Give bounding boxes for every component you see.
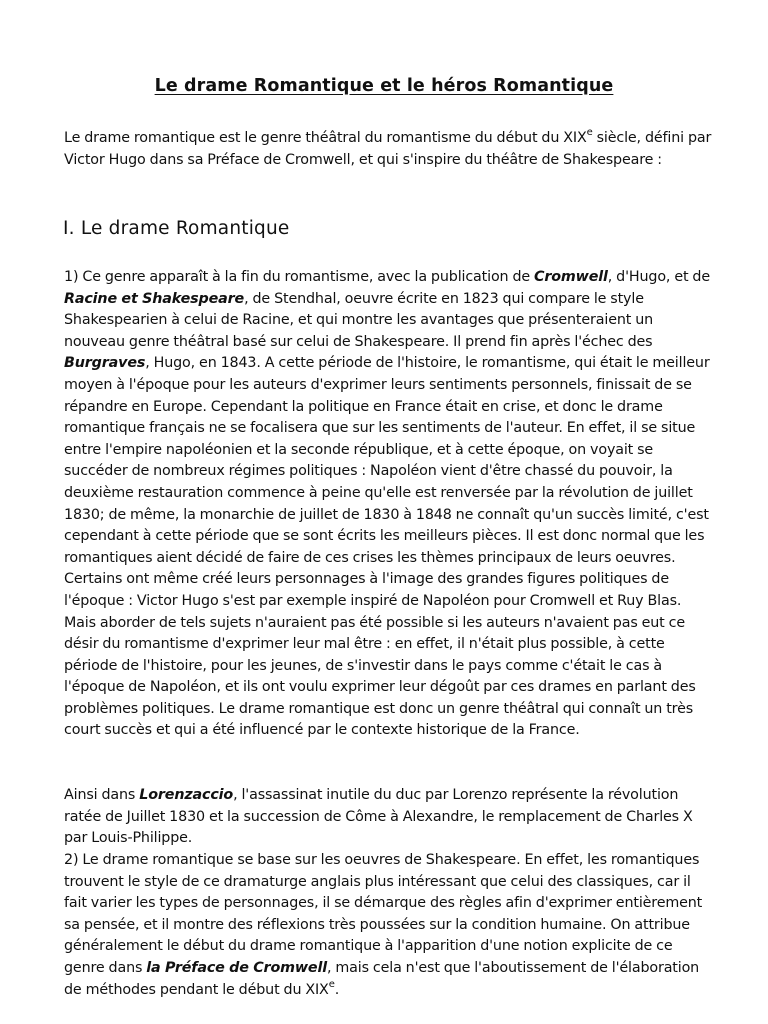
work-title-cromwell: Cromwell: [534, 269, 608, 285]
document-title: Le drame Romantique et le héros Romantique: [154, 76, 614, 96]
century-superscript: e: [586, 127, 593, 138]
work-title-preface: la Préface de Cromwell: [146, 959, 327, 976]
work-title-racine: Racine et Shakespeare: [64, 290, 245, 307]
work-title-lorenzaccio: Lorenzaccio: [139, 787, 234, 803]
paragraph-2: [64, 785, 714, 850]
intro-text-end: siècle, défini par Victor Hugo dans sa Préface de Cromwell, et qui s'inspire du théâtre de Shakespeare :: [64, 130, 712, 168]
work-title-burgraves: Burgraves: [64, 355, 146, 372]
para3-text: 2) Le drame romantique se base sur les oeuvres de Shakespeare. En effet, les romantiques trouvent le style de ce dramaturge anglais plus intéressant que celui des classiques, car il fait varier les types de personnages, il se démarque des règles afin d'exprimer entièrement sa pensée, et il montre des réflexions très poussées sur la condition humaine. On attribue généralement le début du drame romantique à l'apparition d'une notion explicite de ce genre dans: [64, 852, 703, 976]
para1-text: 1) Ce genre apparaît à la fin du romantisme, avec la publication de: [64, 269, 535, 285]
para2-text: , l'assassinat inutile du duc par Lorenzo représente la révolution ratée de Juillet 1830 et la succession de Côme à Alexandre, le remplacement de Charles X par Louis-Philippe.: [64, 787, 693, 847]
intro-paragraph: [64, 128, 714, 171]
para3-text-end: .: [334, 981, 340, 998]
para2-text: Ainsi dans: [64, 787, 140, 803]
century-superscript: e: [328, 978, 335, 990]
para1-text: , de Stendhal, oeuvre écrite en 1823 qui compare le style Shakespearien à celui de Racine, et qui montre les avantages que présenteraient un nouveau genre théâtral basé sur celui de Shakespeare. Il prend fin après l'échec des: [64, 290, 654, 350]
paragraph-1: [64, 267, 714, 742]
paragraph-3: [64, 850, 714, 1001]
section-heading: I. Le drame Romantique: [63, 218, 290, 239]
para1-text: , d'Hugo, et de: [607, 269, 710, 285]
intro-text: Le drame romantique est le genre théâtral du romantisme du début du XIX: [64, 130, 587, 146]
para3-text: , mais cela n'est que l'aboutissement de l'élaboration de méthodes pendant le début du XIX: [64, 959, 700, 998]
para1-text: , Hugo, en 1843. A cette période de l'histoire, le romantisme, qui était le meilleur moyen à l'époque pour les auteurs d'exprimer leurs sentiments personnels, finissait de se répandre en Europe. Cependant la politique en France était en crise, et donc le drame romantique français ne se focalisera que sur les sentiments de l'auteur. En effet, il se situe entre l'empire napoléonien et la seconde république, et à cette époque, on voyait se succéder de nombreux régimes politiques : Napoléon vient d'être chassé du pouvoir, la deuxième restauration commence à peine qu'elle est renversée par la révolution de juillet 1830; de même, la monarchie de juillet de 1830 à 1848 ne connaît qu'un succès limité, c'est cependant à cette période que se sont écrits les meilleurs pièces. Il est donc normal que les romantiques aient décidé de faire de ces crises les thèmes principaux de leurs oeuvres. Certains ont même créé leurs personnages à l'image des grandes figures politiques de l'époque : Victor Hugo s'est par exemple inspiré de Napoléon pour Cromwell et Ruy Blas. Mais aborder de tels sujets n'auraient pas été possible si les auteurs n'avaient pas eut ce désir du romantisme d'exprimer leur mal être : en effet, il n'était plus possible, à cette période de l'histoire, pour les jeunes, de s'investir dans le pays comme c'était le cas à l'époque de Napoléon, et ils ont voulu exprimer leur dégoût par ces drames en parlant des problèmes politiques. Le drame romantique est donc un genre théâtral qui connaît un très court succès et qui a été influencé par le contexte historique de la France.: [64, 355, 710, 739]
